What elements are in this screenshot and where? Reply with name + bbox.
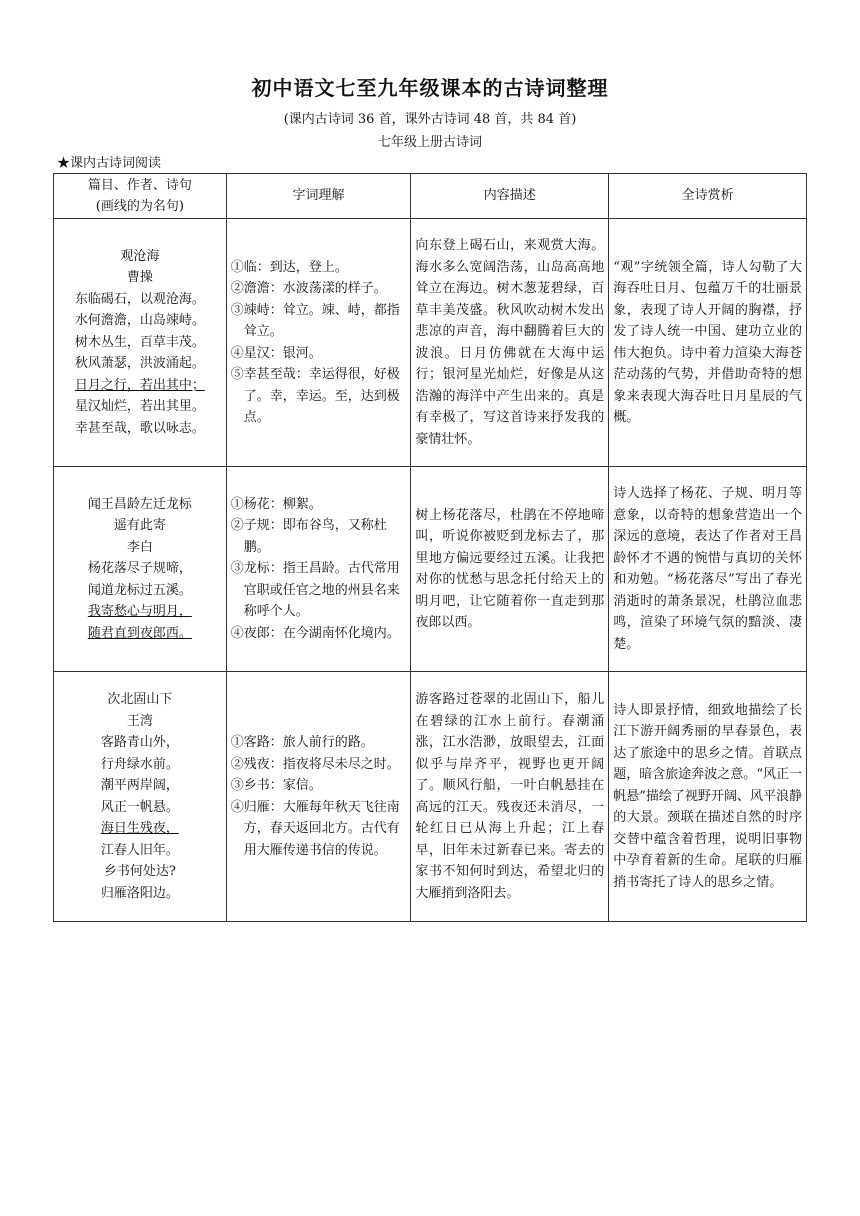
word-note: ③龙标：指王昌龄。古代常用官职或任官之地的州县名来称呼个人。	[230, 561, 400, 620]
poem-line: 江春人旧年。	[100, 842, 179, 858]
poem-line: 闻道龙标过五溪。	[87, 582, 192, 598]
poem-line: 幸甚至哉，歌以咏志。	[74, 420, 205, 436]
content-cell: 向东登上碣石山，来观赏大海。海水多么宽阔浩荡，山岛高高地耸立在海边。树木葱茏碧绿，百草丰美茂盛。秋风吹动树木发出悲凉的声音，海中翻腾着巨大的波浪。日月仿佛就在大海中运行；银河星光灿烂，好像是从这浩瀚的海洋中产生出来的。真是有幸极了，写这首诗来抒发我的豪情壮怀。	[411, 219, 609, 467]
poem-line: 星汉灿烂，若出其里。	[74, 399, 205, 415]
poem-line: 秋风萧瑟，洪波涌起。	[74, 356, 205, 372]
poetry-table	[53, 173, 807, 922]
word-note: ①杨花：柳絮。	[230, 496, 322, 512]
header-poem	[54, 174, 227, 219]
word-note: ②澹澹：水波荡漾的样子。	[230, 281, 387, 296]
appreciation-cell: 诗人选择了杨花、子规、明月等意象，以奇特的想象营造出一个深远的意境，表达了作者对王昌龄怀才不遇的惋惜与真切的关怀和劝勉。“杨花落尽”写出了春光消逝时的萧条景况，杜鹃泣血悲鸣，渲染了环境气氛的黯淡、凄楚。	[609, 467, 807, 672]
header-words: 字词理解	[226, 174, 411, 219]
poem-line: 归雁洛阳边。	[100, 885, 179, 901]
poem-title: 遥有此寄	[113, 518, 166, 534]
word-note: ③竦峙：耸立。竦、峙，都指耸立。	[230, 302, 400, 339]
poem-line: 风正一帆悬。	[100, 799, 179, 815]
word-note: ③乡书：家信。	[230, 778, 322, 793]
poem-cell	[54, 219, 227, 467]
poem-cell	[54, 467, 227, 672]
poem-author: 李白	[126, 539, 153, 555]
poem-line: 行舟绿水前。	[100, 756, 179, 772]
poem-line: 潮平两岸阔，	[100, 778, 179, 793]
poem-title: 次北固山下	[107, 692, 173, 707]
header-appreciation: 全诗赏析	[609, 174, 807, 219]
word-note: ①临：到达，登上。	[230, 259, 348, 275]
poem-line: 水何澹澹，山岛竦峙。	[74, 313, 205, 329]
page-subtitle: (课内古诗词 36 首，课外古诗词 48 首，共 84 首)	[283, 112, 577, 127]
poem-author: 王湾	[126, 713, 153, 729]
word-note: ②残夜：指夜将尽未尽之时。	[230, 756, 400, 772]
table-row	[54, 219, 807, 467]
page-title: 初中语文七至九年级课本的古诗词整理	[251, 76, 609, 100]
poem-title: 观沧海	[120, 248, 160, 264]
header-content: 内容描述	[411, 174, 609, 219]
appreciation-cell: “观”字统领全篇，诗人勾勒了大海吞吐日月、包蕴万千的壮丽景象，表现了诗人开阔的胸襟，抒发了诗人统一中国、建功立业的伟大抱负。诗中着力渲染大海苍茫动荡的气势，并借助奇特的想象来表现大海吞吐日月星辰的气概。	[609, 219, 807, 467]
poem-line: 杨花落尽子规啼，	[87, 561, 192, 577]
word-note: ④夜郎：在今湖南怀化境内。	[230, 625, 400, 641]
word-note: ④归雁：大雁每年秋天飞往南方，春天返回北方。古代有用大雁传递书信的传说。	[230, 799, 400, 858]
word-note: ④星汉：银河。	[230, 345, 322, 361]
poem-author: 曹操	[126, 270, 153, 286]
section-heading: ★课内古诗词阅读	[57, 156, 162, 171]
poem-line-famous: 日月之行，若出其中；	[74, 377, 205, 393]
table-row	[54, 467, 807, 672]
poem-line: 乡书何处达?	[103, 864, 176, 879]
word-note: ①客路：旅人前行的路。	[230, 735, 374, 750]
grade-heading: 七年级上册古诗词	[377, 135, 482, 150]
poem-line: 树木丛生，百草丰茂。	[74, 334, 205, 350]
header-poem-line1: 篇目、作者、诗句	[87, 177, 192, 193]
content-cell: 游客路过苍翠的北固山下，船儿在碧绿的江水上前行。春潮涌涨，江水浩渺，放眼望去，江面似乎与岸齐平，视野也更开阔了。顺风行船，一叶白帆悬挂在高远的江天。残夜还未消尽，一轮红日已从海上升起；江上春早，旧年未过新春已来。寄去的家书不知何时到达，希望北归的大雁捎到洛阳去。	[411, 672, 609, 922]
header-poem-line2: (画线的为名句)	[95, 199, 184, 214]
table-row	[54, 672, 807, 922]
poem-line: 客路青山外，	[100, 735, 179, 750]
poem-line: 东临碣石，以观沧海。	[74, 291, 205, 307]
word-note: ⑤幸甚至哉：幸运得很，好极了。幸，幸运。至，达到极点。	[230, 367, 400, 425]
poem-line-famous: 随君直到夜郎西。	[87, 625, 192, 641]
words-cell	[226, 672, 411, 922]
words-cell	[226, 219, 411, 467]
table-header-row	[54, 174, 807, 219]
poem-line-famous: 海日生残夜，	[100, 821, 179, 836]
words-cell	[226, 467, 411, 672]
poem-line-famous: 我寄愁心与明月，	[87, 604, 192, 620]
poem-cell	[54, 672, 227, 922]
appreciation-cell: 诗人即景抒情，细致地描绘了长江下游开阔秀丽的早春景色，表达了旅途中的思乡之情。首联点题，暗含旅途奔波之意。“风正一帆悬”描绘了视野开阔、风平浪静的大景。颈联在描述自然的时序交替中蕴含着哲理，说明旧事物中孕育着新的生命。尾联的归雁捎书寄托了诗人的思乡之情。	[609, 672, 807, 922]
content-cell: 树上杨花落尽，杜鹃在不停地啼叫，听说你被贬到龙标去了，那里地方偏远要经过五溪。让我把对你的忧愁与思念托付给天上的明月吧，让它随着你一直走到那夜郎以西。	[411, 467, 609, 672]
word-note: ②子规：即布谷鸟，又称杜鹏。	[230, 518, 387, 555]
poem-title: 闻王昌龄左迁龙标	[87, 496, 192, 512]
